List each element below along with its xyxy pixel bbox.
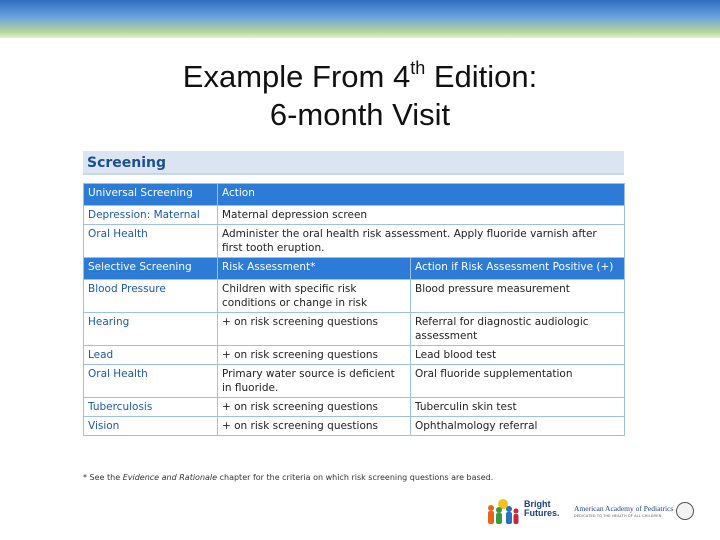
row-risk: + on risk screening questions: [218, 313, 411, 346]
aap-seal-icon: [676, 502, 694, 520]
screening-table: [83, 183, 625, 436]
action-positive-header: Action if Risk Assessment Positive (+): [411, 258, 625, 280]
selective-header-row: [84, 258, 625, 280]
screening-heading: Screening: [83, 151, 624, 175]
row-action: Tuberculin skin test: [411, 398, 625, 417]
row-action: Lead blood test: [411, 346, 625, 365]
row-label: Hearing: [84, 313, 218, 346]
footnote-text: * See the: [83, 473, 123, 482]
row-risk: + on risk screening questions: [218, 346, 411, 365]
row-action: Referral for diagnostic audiologic assessment: [411, 313, 625, 346]
aap-tagline: DEDICATED TO THE HEALTH OF ALL CHILDREN: [574, 514, 662, 518]
bright-futures-wordmark: [524, 500, 560, 518]
table-row: [84, 417, 625, 436]
table-row: [84, 346, 625, 365]
table-row: [84, 206, 625, 225]
row-action: Blood pressure measurement: [411, 280, 625, 313]
table-row: [84, 365, 625, 398]
row-action: Administer the oral health risk assessment. Apply fluoride varnish after first tooth eruption.: [218, 225, 625, 258]
row-risk: Children with specific risk conditions or change in risk: [218, 280, 411, 313]
row-label: Vision: [84, 417, 218, 436]
footnote-text-end: chapter for the criteria on which risk screening questions are based.: [217, 473, 494, 482]
row-label: Depression: Maternal: [84, 206, 218, 225]
row-label: Oral Health: [84, 365, 218, 398]
title-text-end: Edition:: [425, 59, 538, 94]
row-action: Ophthalmology referral: [411, 417, 625, 436]
table-row: [84, 280, 625, 313]
wordmark-line-2: Futures.: [524, 508, 560, 518]
row-action: Maternal depression screen: [218, 206, 625, 225]
footnote-emphasis: Evidence and Rationale: [122, 473, 218, 482]
wordmark-line-1: Bright: [524, 499, 551, 509]
table-row: [84, 313, 625, 346]
table-footnote: [83, 473, 643, 482]
title-text: Example From 4: [182, 59, 411, 94]
selective-screening-header: Selective Screening: [84, 258, 218, 280]
header-gradient-band: [0, 0, 720, 38]
universal-screening-header: Universal Screening: [84, 184, 218, 206]
title-line-1: [0, 58, 720, 96]
table-row: [84, 398, 625, 417]
risk-assessment-header: Risk Assessment*: [218, 258, 411, 280]
row-label: Lead: [84, 346, 218, 365]
row-label: Blood Pressure: [84, 280, 218, 313]
action-header: Action: [218, 184, 625, 206]
slide-title: [0, 58, 720, 134]
title-line-2: 6-month Visit: [269, 97, 451, 132]
aap-name: American Academy of Pediatrics: [574, 504, 674, 513]
title-superscript: th: [410, 58, 426, 78]
footer-logos: [480, 494, 700, 530]
universal-header-row: [84, 184, 625, 206]
row-label: Oral Health: [84, 225, 218, 258]
row-risk: + on risk screening questions: [218, 398, 411, 417]
row-label: Tuberculosis: [84, 398, 218, 417]
row-action: Oral fluoride supplementation: [411, 365, 625, 398]
table-row: [84, 225, 625, 258]
bright-futures-logo-icon: [485, 498, 521, 526]
row-risk: Primary water source is deficient in fluoride.: [218, 365, 411, 398]
row-risk: + on risk screening questions: [218, 417, 411, 436]
